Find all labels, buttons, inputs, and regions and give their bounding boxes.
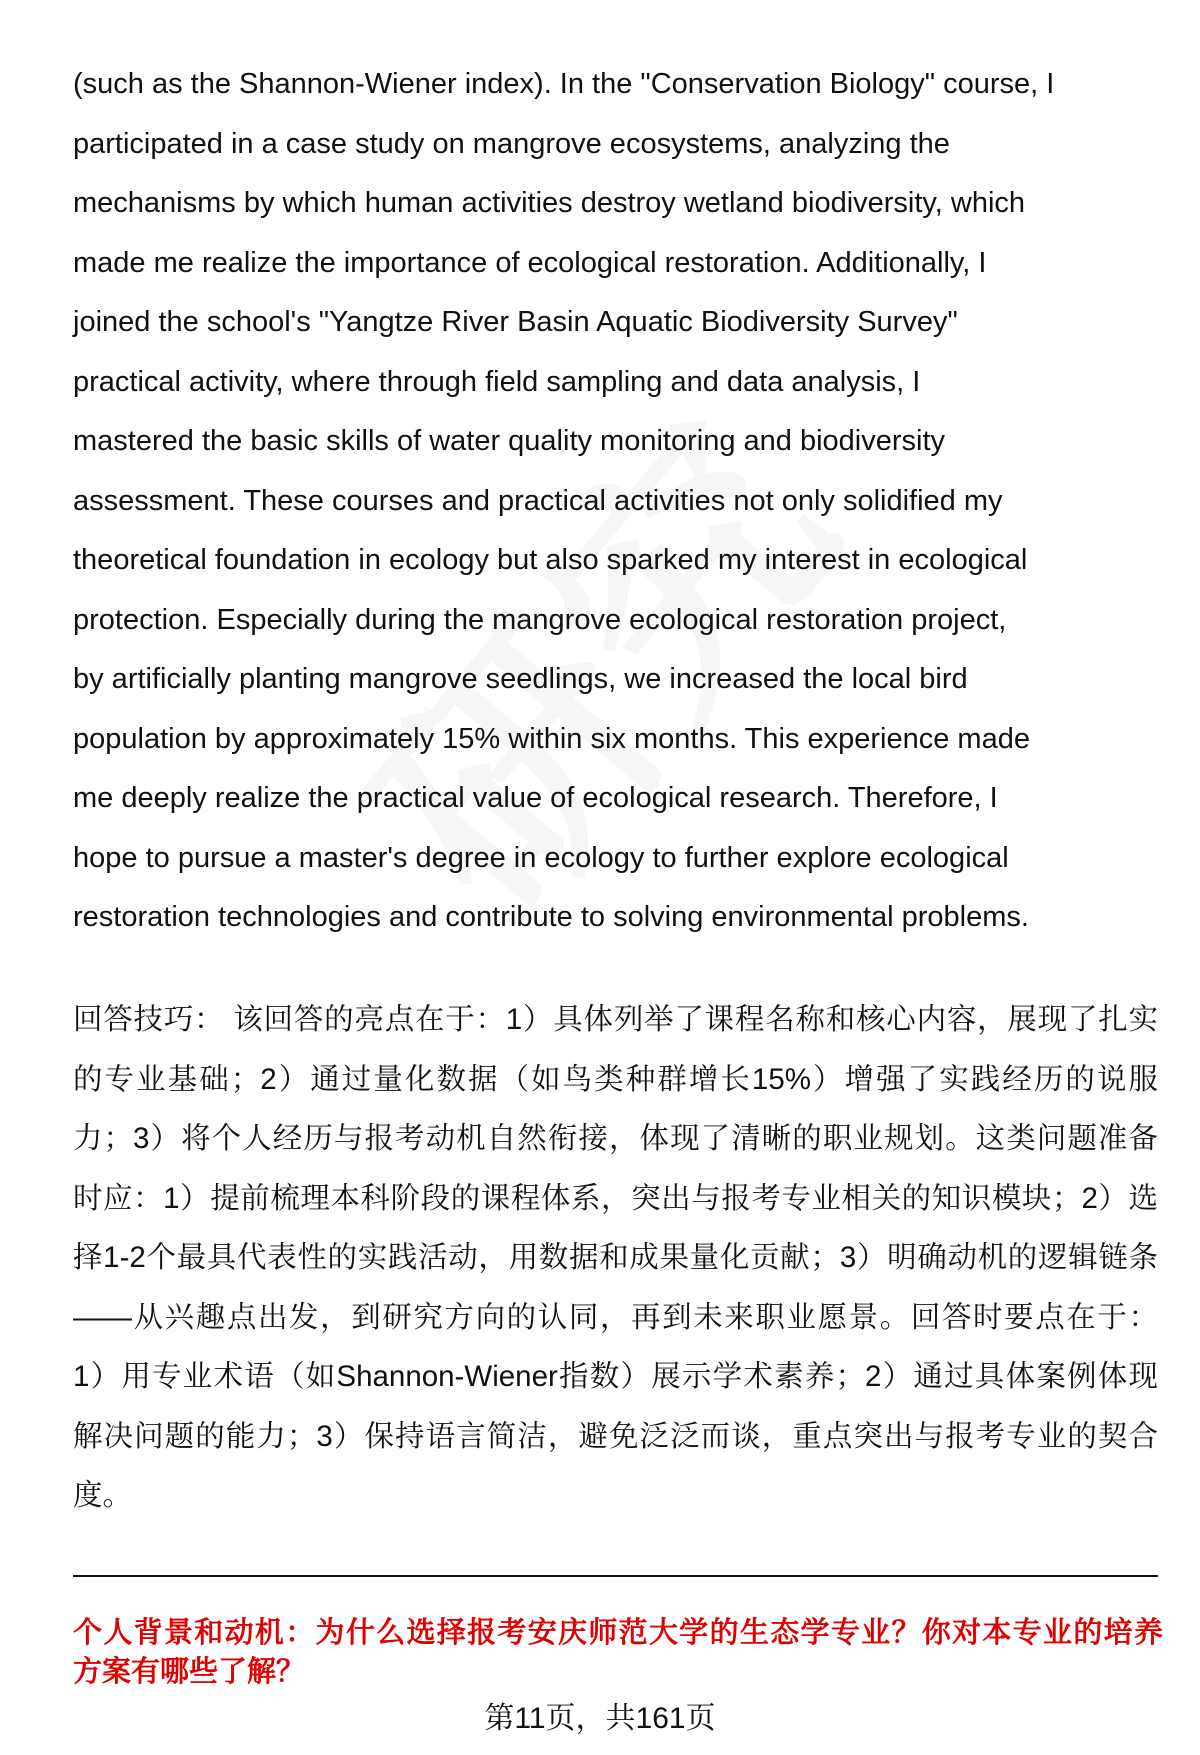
text-line: hope to pursue a master's degree in ecology to further explore ecological	[73, 841, 1009, 874]
text-line: participated in a case study on mangrove ecosystems, analyzing the	[73, 127, 950, 160]
text-line: 回答技巧： 该回答的亮点在于：1）具体列举了课程名称和核心内容，展现了扎实	[73, 1003, 1158, 1036]
text-line: joined the school's "Yangtze River Basin Aquatic Biodiversity Survey"	[73, 306, 958, 338]
page-number: 第11页，共161页	[484, 1702, 716, 1735]
text-line: 时应：1）提前梳理本科阶段的课程体系，突出与报考专业相关的知识模块；2）选	[73, 1181, 1158, 1215]
text-line: mechanisms by which human activities destroy wetland biodiversity, which	[73, 187, 1026, 219]
heading-line: 个人背景和动机：为什么选择报考安庆师范大学的生态学专业？你对本专业的培养	[73, 1617, 1163, 1649]
text-line: (such as the Shannon-Wiener index). In the "Conservation Biology" course, I	[73, 68, 1055, 100]
text-line: 解决问题的能力；3）保持语言简洁，避免泛泛而谈，重点突出与报考专业的契合	[73, 1419, 1158, 1453]
tips-paragraph	[73, 990, 1158, 1526]
text-line: 1）用专业术语（如Shannon-Wiener指数）展示学术素养；2）通过具体案例体现	[73, 1360, 1158, 1393]
answer-paragraph	[73, 55, 1158, 948]
text-line: 择1-2个最具代表性的实践活动，用数据和成果量化贡献；3）明确动机的逻辑链条	[73, 1241, 1158, 1274]
text-line: practical activity, where through field sampling and data analysis, I	[73, 365, 921, 398]
text-line: mastered the basic skills of water quality monitoring and biodiversity	[73, 425, 946, 457]
text-line: 的专业基础；2）通过量化数据（如鸟类种群增长15%）增强了实践经历的说服	[73, 1062, 1158, 1096]
question-heading	[73, 1614, 1163, 1692]
text-line: 力；3）将个人经历与报考动机自然衔接，体现了清晰的职业规划。这类问题准备	[73, 1122, 1158, 1155]
text-line: 度。	[73, 1479, 133, 1512]
heading-line: 方案有哪些了解？	[73, 1656, 306, 1688]
text-line: by artificially planting mangrove seedlings, we increased the local bird	[73, 663, 968, 695]
text-line: ——从兴趣点出发，到研究方向的认同，再到未来职业愿景。回答时要点在于：	[73, 1300, 1158, 1334]
text-line: assessment. These courses and practical activities not only solidified my	[73, 484, 1003, 517]
text-line: protection. Especially during the mangrove ecological restoration project,	[73, 603, 1007, 636]
text-line: theoretical foundation in ecology but also sparked my interest in ecological	[73, 544, 1028, 576]
text-line: population by approximately 15% within six months. This experience made	[73, 722, 1030, 755]
text-line: me deeply realize the practical value of ecological research. Therefore, I	[73, 782, 998, 814]
section-divider	[73, 1575, 1158, 1577]
text-line: made me realize the importance of ecological restoration. Additionally, I	[73, 246, 987, 279]
text-line: restoration technologies and contribute to solving environmental problems.	[73, 901, 1029, 933]
